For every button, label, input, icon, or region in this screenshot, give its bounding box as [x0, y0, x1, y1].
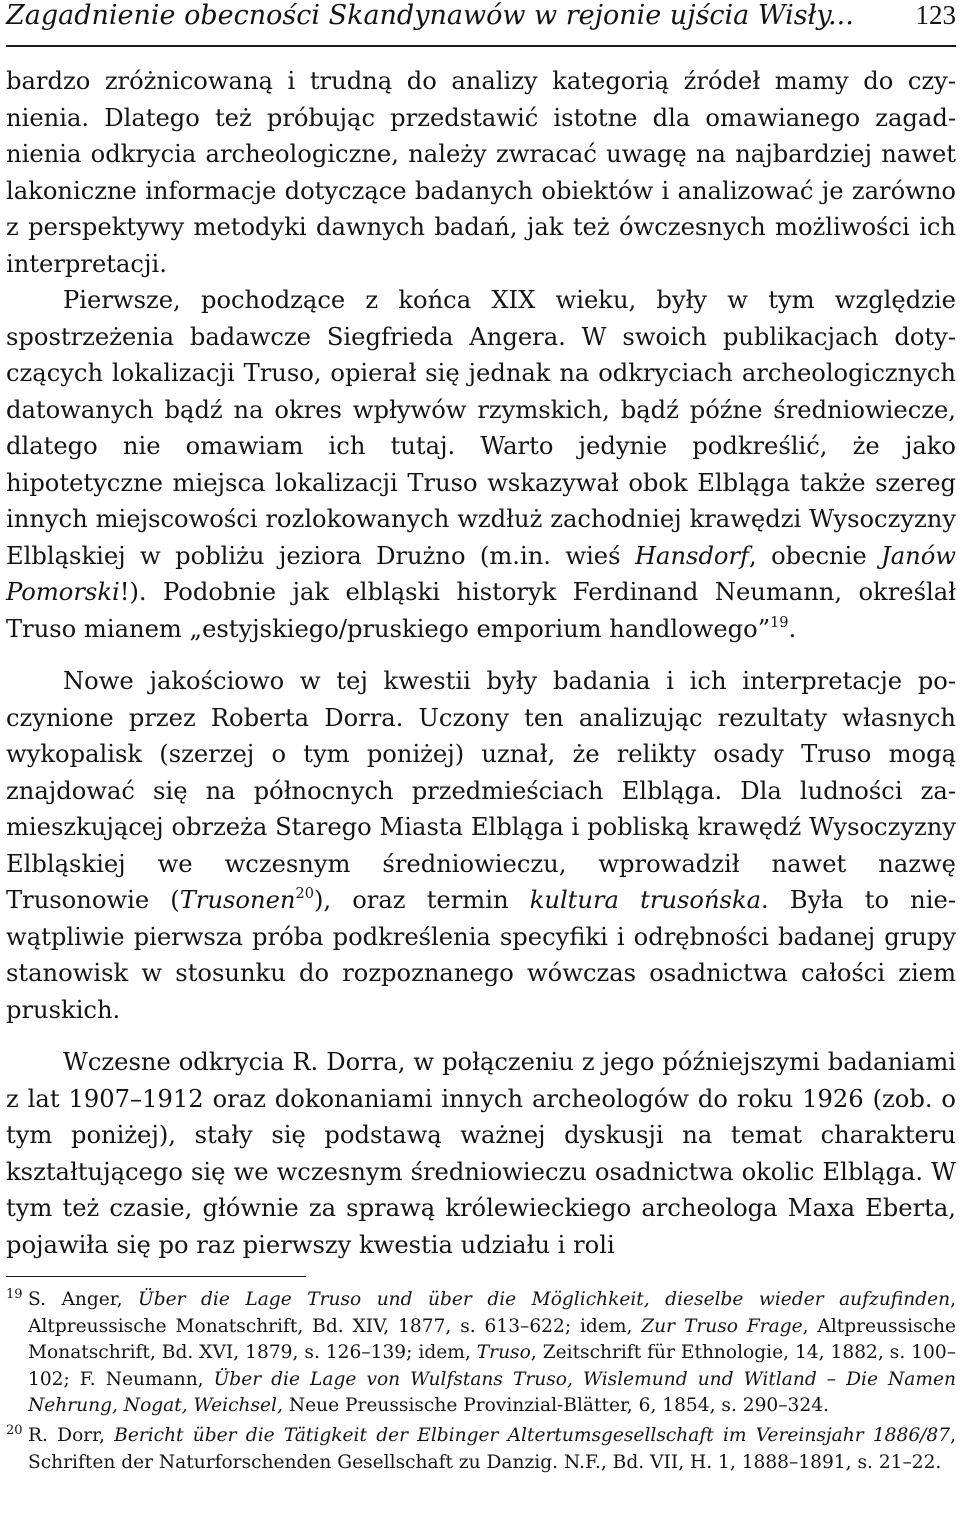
fn20-title-1: Bericht über die Tätigkeit der Elbinger Altertumsgesellschaft im Vereinsjahr 1886/87: [114, 1424, 951, 1446]
fn19-title-3: Truso: [476, 1342, 531, 1364]
fn19-title-4: Über die Lage von Wulfstans Truso, Wislemund und Witland – Die Namen Nehrung, Nogat, Weichsel,: [28, 1368, 956, 1417]
p2-text-b: , obecnie: [749, 541, 882, 570]
p2-text-c: !). Podobnie jak elbląski historyk Ferdinand Neumann, określał Truso mianem „estyjskiego/pruskiego emporium handlowego”: [6, 578, 956, 643]
paragraph-1: bardzo zróżnicowaną i trudną do analizy kategorią źródeł mamy do czynienia. Dlatego też próbując przedstawić istotne dla omawianego zagadnienia odkrycia archeologiczne, należy zwracać uwagę na najbardziej nawet lakoniczne informacje dotyczące badanych obiektów i analizować je zarówno z perspektywy metodyki dawnych badań, jak też ówczesnych możliwości ich interpretacji.: [6, 67, 956, 278]
p3-trusonen: Trusonen: [179, 886, 296, 914]
p3-text-c: . Była to niewątpliwie pierwsza próba podkreślenia specyfiki i odrębności badanej grupy stanowisk w stosunku do rozpoznanego wówczas osadnictwa całości ziem pruskich.: [6, 886, 957, 1024]
fn20-author: R. Dorr,: [28, 1424, 115, 1446]
page-number: 123: [915, 0, 956, 30]
footnote-rule: [6, 1276, 306, 1277]
footnotes: [6, 1287, 956, 1476]
footnote-19: 19 S. Anger, Über die Lage Truso und über die Möglichkeit, dieselbe wieder aufzufinden, Altpreussische Monatschrift, Bd. XIV, 1877, s. 613–622; idem, Zur Truso Frage, Altpreussische Monatschrift, Bd. XVI, 1879, s. 126–139; idem, Truso, Zeitschrift für Ethnologie, 14, 1882, s. 100–102; F. Neumann, Über die Lage von Wulfstans Truso, Wislemund und Witland – Die Namen Nehrung, Nogat, Weichsel, Neue Preussische Provinzial-Blätter, 6, 1854, s. 290–324.: [6, 1286, 957, 1417]
p2-janow: Janów Pomorski: [6, 541, 956, 606]
p2-hansdorf: Hansdorf: [634, 541, 750, 570]
paragraph-3: [6, 663, 956, 1028]
paragraph-2: [6, 282, 956, 647]
running-header: [6, 0, 956, 40]
fn19-title-2: Zur Truso Frage: [641, 1315, 803, 1337]
fn19-text-e: Neue Preussische Provinzial-Blätter, 6, 1854, s. 290–324.: [282, 1395, 829, 1417]
running-title: Zagadnienie obecności Skandynawów w rejonie ujścia Wisły...: [6, 0, 854, 31]
fn19-author: S. Anger,: [28, 1289, 139, 1310]
footnote-ref-20[interactable]: 20: [295, 885, 314, 902]
document-page: [6, 0, 956, 1537]
fn20-text-b: , Schriften der Naturforschenden Gesellschaft zu Danzig. N.F., Bd. VII, H. 1, 1888–1891, s. 21–22.: [28, 1424, 956, 1473]
footnote-20: 20 R. Dorr, Bericht über die Tätigkeit der Elbinger Altertumsgesellschaft im Vereinsjahr 1886/87, Schriften der Naturforschenden Gesellschaft zu Danzig. N.F., Bd. VII, H. 1, 1888–1891, s. 21–22.: [6, 1422, 956, 1473]
p2-text-a: Pierwsze, pochodzące z końca XIX wieku, były w tym względzie spostrzeżenia badawcze Siegfrieda Angera. W swoich publikacjach dotyczących lokalizacji Truso, opierał się jednak na odkryciach archeologicznych datowanych bądź na okres wpływów rzymskich, bądź późne średniowiecze, dlatego nie omawiam ich tutaj. Warto jedynie podkreślić, że jako hipotetyczne miejsca lokalizacji Truso wskazywał obok Elbląga także szereg innych miejscowości rozlokowanych wzdłuż zachodniej krawędzi Wysoczyzny Elbląskiej w pobliżu jeziora Drużno (m.in. wieś: [6, 286, 956, 570]
p3-kultura: kultura trusońska: [529, 886, 762, 914]
p3-text-a: Nowe jakościowo w tej kwestii były badania i ich interpretacje poczynione przez Roberta Dorra. Uczony ten analizując rezultaty własnych wykopalisk (szerzej o tym poniżej) uznał, że relikty osady Truso mogą znajdować się na północnych przedmieściach Elbląga. Dla ludności zamieszkującej obrzeża Starego Miasta Elbląga i pobliską krawędź Wysoczyzny Elbląskiej we wczesnym średniowieczu, wprowadził nawet nazwę Trusonowie (: [6, 667, 956, 914]
fn19-text-c: , Altpreussische Monatschrift, Bd. XVI, 1879, s. 126–139; idem,: [28, 1315, 957, 1364]
fn19-title-1: Über die Lage Truso und über die Möglichkeit, dieselbe wieder aufzufinden: [138, 1289, 951, 1310]
fn19-text-b: , Altpreussische Monatschrift, Bd. XIV, 1877, s. 613–622; idem,: [28, 1289, 956, 1337]
body-text: [6, 63, 956, 1263]
fn19-text-d: , Zeitschrift für Ethnologie, 14, 1882, s. 100–102; F. Neumann,: [28, 1342, 957, 1390]
header-rule: [6, 45, 956, 47]
paragraph-4: Wczesne odkrycia R. Dorra, w połączeniu z jego późniejszymi badaniami z lat 1907–1912 oraz dokonaniami innych archeologów do roku 1926 (zob. o tym poniżej), stały się podstawą ważnej dyskusji na temat charakteru kształtującego się we wczesnym średniowieczu osadnictwa okolic Elbląga. W tym też czasie, głównie za sprawą królewieckiego archeologa Maxa Eberta, pojawiła się po raz pierwszy kwestia udziału i roli: [6, 1048, 956, 1259]
p2-text-d: .: [788, 614, 797, 643]
footnote-ref-19[interactable]: 19: [770, 614, 789, 631]
p3-text-b: ), oraz termin: [313, 886, 530, 914]
